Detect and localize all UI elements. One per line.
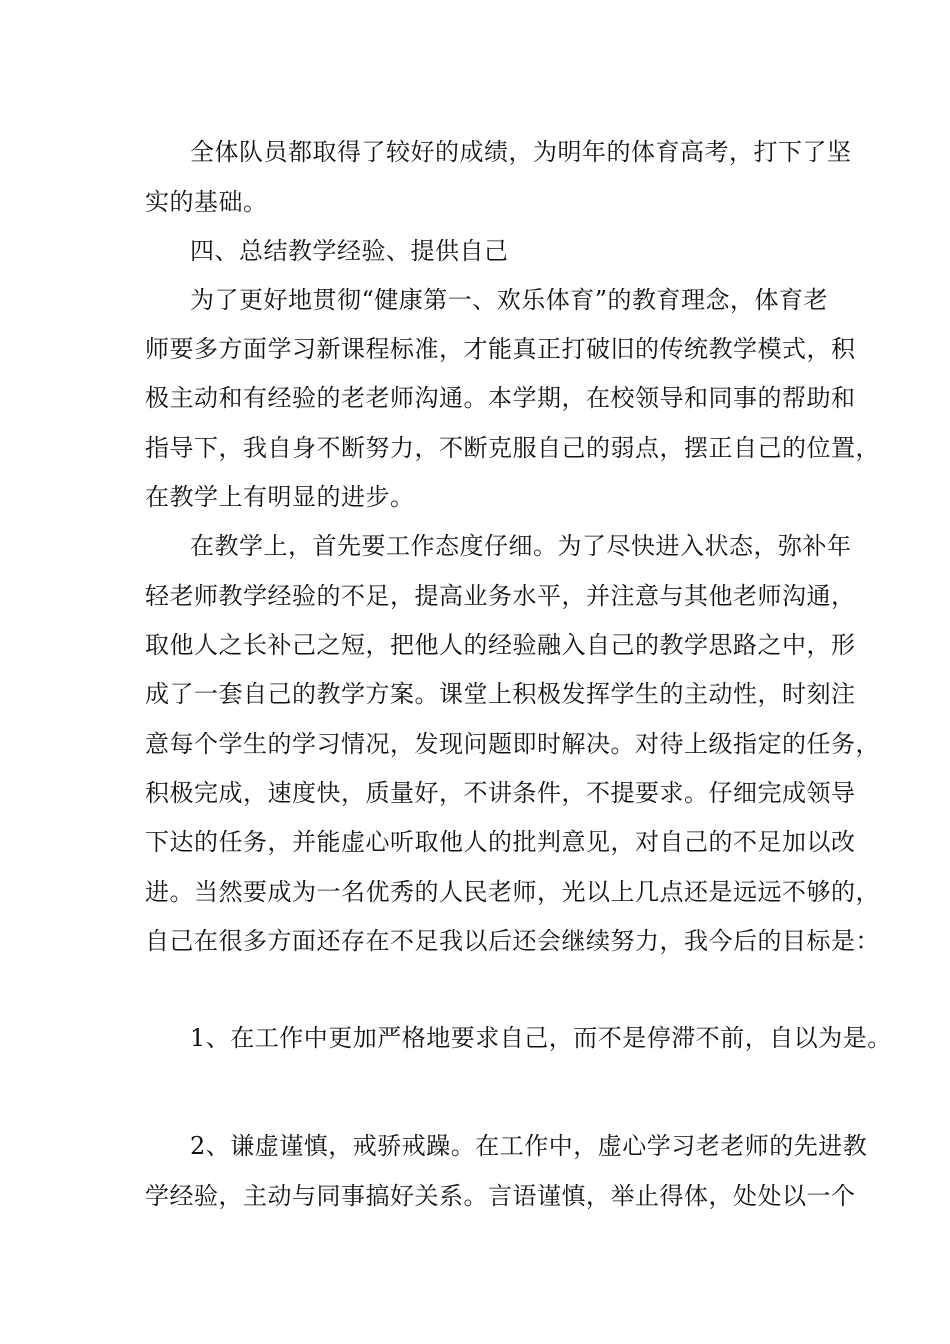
paragraph-line: 进。当然要成为一名优秀的人民老师，光以上几点还是远远不够的， bbox=[145, 878, 880, 906]
paragraph-line: 积极完成，速度快，质量好，不讲条件，不提要求。仔细完成领导 bbox=[145, 779, 856, 807]
paragraph-line: 学经验，主动与同事搞好关系。言语谨慎，举止得体，处处以一个 bbox=[145, 1182, 856, 1210]
paragraph-line: 下达的任务，并能虚心听取他人的批判意见，对自己的不足加以改 bbox=[145, 828, 856, 856]
paragraph-line: 在教学上有明显的进步。 bbox=[145, 483, 415, 511]
paragraph-line: 意每个学生的学习情况，发现问题即时解决。对待上级指定的任务， bbox=[145, 730, 880, 758]
paragraph-line: 在教学上，首先要工作态度仔细。为了尽快进入状态，弥补年 bbox=[190, 532, 852, 560]
paragraph-line: 全体队员都取得了较好的成绩，为明年的体育高考，打下了坚 bbox=[190, 138, 852, 166]
list-item: 2、谦虚谨慎，戒骄戒躁。在工作中，虚心学习老老师的先进教 bbox=[190, 1132, 868, 1160]
paragraph-line: 师要多方面学习新课程标准，才能真正打破旧的传统教学模式，积 bbox=[145, 335, 856, 363]
paragraph-line: 自己在很多方面还存在不足我以后还会继续努力，我今后的目标是： bbox=[145, 927, 880, 955]
section-heading: 四、总结教学经验、提供自己 bbox=[190, 237, 509, 265]
list-item: 1、在工作中更加严格地要求自己，而不是停滞不前，自以为是。 bbox=[190, 1024, 892, 1052]
paragraph-line: 为了更好地贯彻“健康第一、欢乐体育”的教育理念，体育老 bbox=[190, 286, 829, 314]
paragraph-line: 极主动和有经验的老老师沟通。本学期，在校领导和同事的帮助和 bbox=[145, 384, 856, 412]
paragraph-line: 实的基础。 bbox=[145, 188, 268, 216]
paragraph-line: 轻老师教学经验的不足，提高业务水平，并注意与其他老师沟通， bbox=[145, 582, 856, 610]
paragraph-line: 取他人之长补己之短，把他人的经验融入自己的教学思路之中，形 bbox=[145, 631, 856, 659]
paragraph-line: 成了一套自己的教学方案。课堂上积极发挥学生的主动性，时刻注 bbox=[145, 680, 856, 708]
paragraph-line: 指导下，我自身不断努力，不断克服自己的弱点，摆正自己的位置， bbox=[145, 434, 880, 462]
